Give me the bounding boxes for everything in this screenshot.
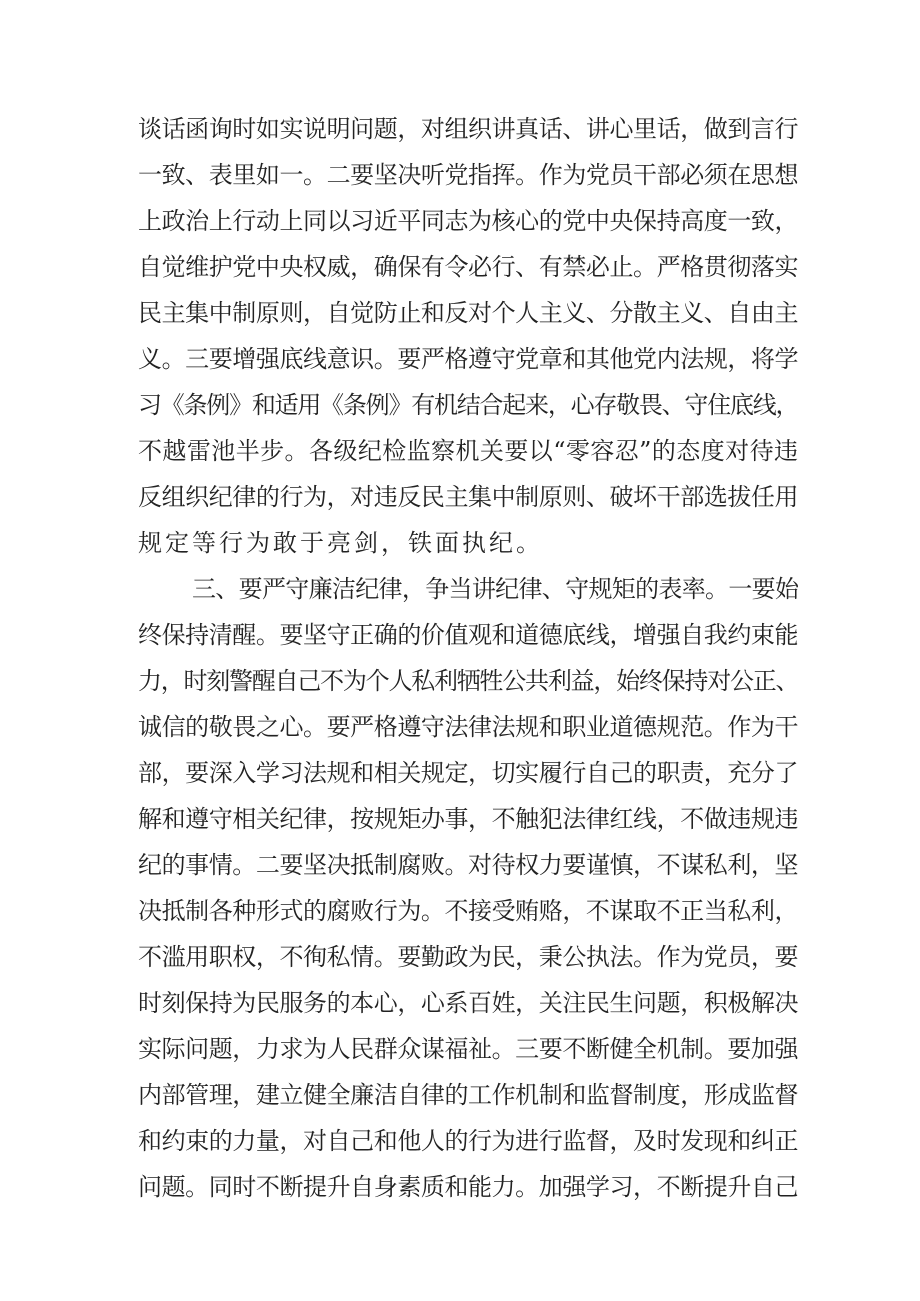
text-line: 问题。同时不断提升自身素质和能力。加强学习，不断提升自己: [138, 1173, 798, 1201]
text-line: 部，要深入学习法规和相关规定，切实履行自己的职责，充分了: [138, 759, 798, 787]
text-line: 不滥用职权，不徇私情。要勤政为民，秉公执法。作为党员，要: [138, 943, 798, 971]
text-line: 内部管理，建立健全廉洁自律的工作机制和监督制度，形成监督: [138, 1081, 798, 1109]
text-line: 反组织纪律的行为，对违反民主集中制原则、破坏干部选拔任用: [138, 483, 798, 511]
text-line: 纪的事情。二要坚决抵制腐败。对待权力要谨慎，不谋私利，坚: [138, 851, 798, 879]
text-line: 三、要严守廉洁纪律，争当讲纪律、守规矩的表率。一要始: [192, 575, 798, 603]
text-line: 时刻保持为民服务的本心，心系百姓，关注民生问题，积极解决: [138, 989, 798, 1017]
text-line: 实际问题，力求为人民群众谋福祉。三要不断健全机制。要加强: [138, 1035, 798, 1063]
text-line: 决抵制各种形式的腐败行为。不接受贿赂，不谋取不正当私利，: [138, 897, 798, 925]
text-line: 义。三要增强底线意识。要严格遵守党章和其他党内法规，将学: [138, 345, 798, 373]
text-line: 民主集中制原则，自觉防止和反对个人主义、分散主义、自由主: [138, 299, 798, 327]
text-line: 终保持清醒。要坚守正确的价值观和道德底线，增强自我约束能: [138, 621, 798, 649]
text-line: 力，时刻警醒自己不为个人私利牺牲公共利益，始终保持对公正、: [138, 667, 798, 695]
text-line: 不越雷池半步。各级纪检监察机关要以“零容忍”的态度对待违: [138, 437, 798, 465]
text-line: 谈话函询时如实说明问题，对组织讲真话、讲心里话，做到言行: [138, 115, 798, 143]
body-text: [138, 106, 798, 1210]
text-line: 解和遵守相关纪律，按规矩办事，不触犯法律红线，不做违规违: [138, 805, 798, 833]
text-line: 和约束的力量，对自己和他人的行为进行监督，及时发现和纠正: [138, 1127, 798, 1155]
text-line: 诚信的敬畏之心。要严格遵守法律法规和职业道德规范。作为干: [138, 713, 798, 741]
text-line: 自觉维护党中央权威，确保有令必行、有禁必止。严格贯彻落实: [138, 253, 798, 281]
text-line: 规定等行为敢于亮剑，铁面执纪。: [138, 529, 543, 557]
text-line: 一致、表里如一。二要坚决听党指挥。作为党员干部必须在思想: [138, 161, 798, 189]
text-line: 上政治上行动上同以习近平同志为核心的党中央保持高度一致，: [138, 207, 798, 235]
text-line: 习《条例》和适用《条例》有机结合起来，心存敬畏、守住底线，: [138, 391, 798, 419]
